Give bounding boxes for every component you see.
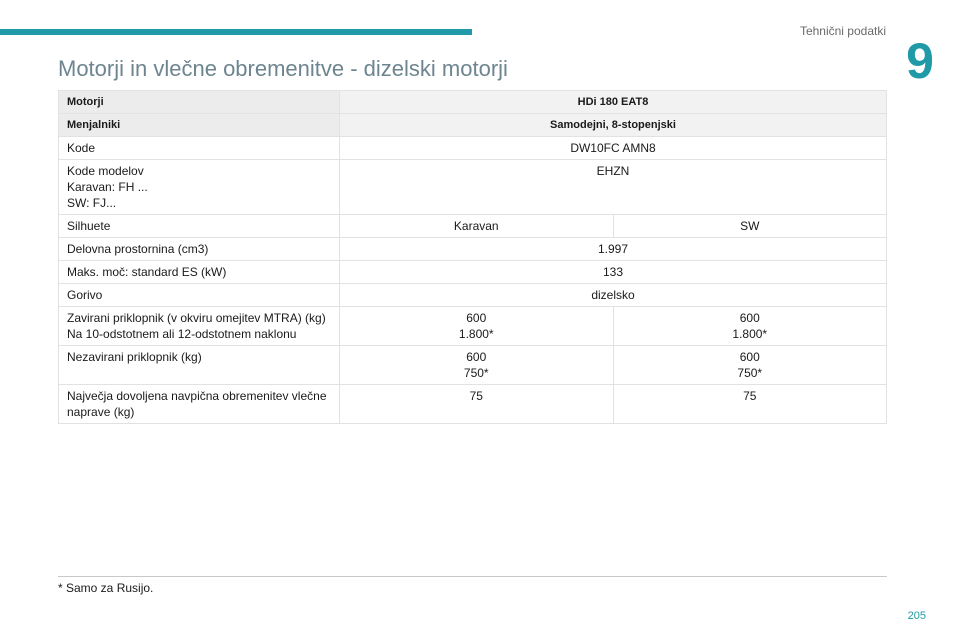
- row-value: Samodejni, 8-stopenjski: [340, 114, 887, 137]
- row-label: Delovna prostornina (cm3): [59, 238, 340, 261]
- row-value-karavan: [340, 346, 614, 385]
- table-row-silhuete: [59, 215, 887, 238]
- row-value: EHZN: [340, 160, 887, 215]
- row-value-karavan: Karavan: [340, 215, 614, 238]
- table-row-delovna-prostornina: [59, 238, 887, 261]
- row-label: [59, 160, 340, 215]
- engine-spec-table: [58, 90, 887, 424]
- value-line: 750*: [737, 366, 763, 380]
- row-label: [59, 385, 340, 424]
- value-line: 750*: [463, 366, 489, 380]
- row-value-sw: [613, 346, 887, 385]
- chapter-number: 9: [906, 33, 934, 89]
- row-value-karavan: 75: [340, 385, 614, 424]
- row-label-line: Na 10-odstotnem ali 12-odstotnem naklonu: [67, 327, 297, 341]
- row-value: HDi 180 EAT8: [340, 91, 887, 114]
- row-label: Maks. moč: standard ES (kW): [59, 261, 340, 284]
- row-value: 1.997: [340, 238, 887, 261]
- page-number: 205: [907, 610, 926, 622]
- row-value: dizelsko: [340, 284, 887, 307]
- row-label-line: Karavan: FH ...: [67, 180, 148, 194]
- row-value-sw: 75: [613, 385, 887, 424]
- value-line: 600: [466, 311, 487, 325]
- value-line: 600: [739, 311, 760, 325]
- header-accent-bar: [0, 29, 472, 35]
- table-row-nezavirani-priklopnik: [59, 346, 887, 385]
- row-label-line: Največja dovoljena navpična obremenitev vlečne: [67, 389, 327, 403]
- row-value: 133: [340, 261, 887, 284]
- value-line: 600: [466, 350, 487, 364]
- row-label: Gorivo: [59, 284, 340, 307]
- table-row-motorji: [59, 91, 887, 114]
- row-label-line: naprave (kg): [67, 405, 135, 419]
- row-label: Nezavirani priklopnik (kg): [59, 346, 340, 385]
- table-row-kode: [59, 137, 887, 160]
- row-value-karavan: [340, 307, 614, 346]
- value-line: 1.800*: [732, 327, 768, 341]
- row-label-line: Zavirani priklopnik (v okviru omejitev MTRA) (kg): [67, 311, 326, 325]
- table-row-zavirani-priklopnik: [59, 307, 887, 346]
- row-value: DW10FC AMN8: [340, 137, 887, 160]
- row-label: Menjalniki: [59, 114, 340, 137]
- value-line: 600: [739, 350, 760, 364]
- table-row-maks-moc: [59, 261, 887, 284]
- row-value-sw: SW: [613, 215, 887, 238]
- row-label: Silhuete: [59, 215, 340, 238]
- row-label: Kode: [59, 137, 340, 160]
- footnote-divider: [58, 576, 887, 577]
- row-value-sw: [613, 307, 887, 346]
- table-row-menjalniki: [59, 114, 887, 137]
- table-row-navpicna-obremenitev: [59, 385, 887, 424]
- row-label: Motorji: [59, 91, 340, 114]
- value-line: 1.800*: [458, 327, 494, 341]
- row-label-line: Kode modelov: [67, 164, 144, 178]
- page-title: Motorji in vlečne obremenitve - dizelski motorji: [58, 56, 508, 81]
- row-label: [59, 307, 340, 346]
- table-row-kode-modelov: [59, 160, 887, 215]
- row-label-line: SW: FJ...: [67, 196, 117, 210]
- footnote: * Samo za Rusijo.: [58, 581, 154, 595]
- section-title: Tehnični podatki: [799, 24, 886, 38]
- table-row-gorivo: [59, 284, 887, 307]
